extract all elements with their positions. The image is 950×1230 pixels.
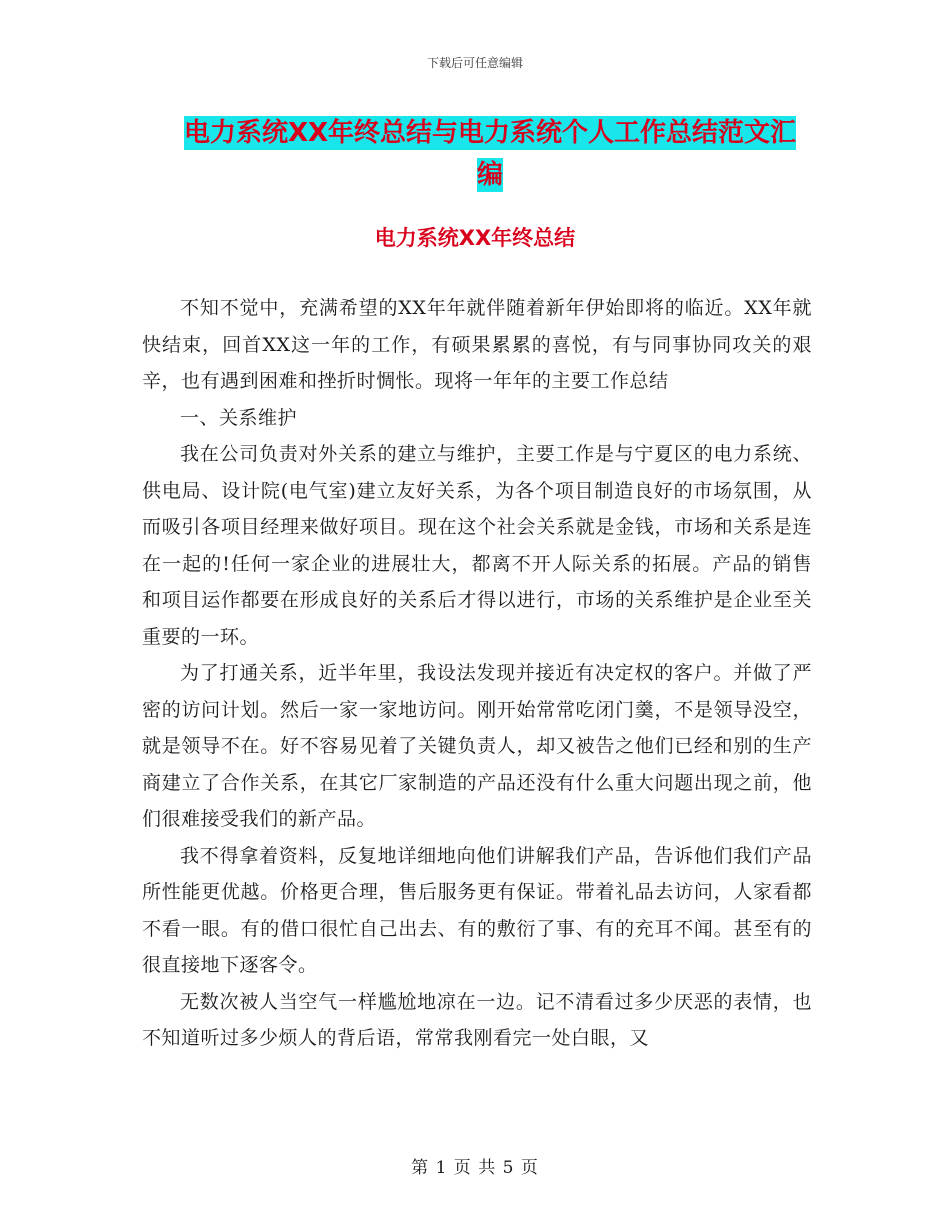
- paragraph-heading-relations: 一、关系维护: [180, 406, 298, 429]
- paragraph-rejections: 无数次被人当空气一样尴尬地凉在一边。记不清看过多少厌恶的表情，也不知道听过多少烦人的背后语，常常我刚看完一处白眼，又: [142, 990, 812, 1049]
- paragraph-intro: 不知不觉中，充满希望的XX年年就伴随着新年伊始即将的临近。XX年就快结束，回首XX这一年的工作，有硕果累累的喜悦，有与同事协同攻关的艰辛，也有遇到困难和挫折时惆怅。现将一年年的主要工作总结: [142, 297, 812, 392]
- document-title-line-1: 电力系统XX年终总结与电力系统个人工作总结范文汇: [183, 118, 797, 148]
- document-title-line-2: 编: [476, 160, 503, 190]
- header-note: 下载后可任意编辑: [426, 56, 523, 70]
- paragraph-relations: 我在公司负责对外关系的建立与维护，主要工作是与宁夏区的电力系统、供电局、设计院(电气室)建立友好关系，为各个项目制造良好的市场氛围，从而吸引各项目经理来做好项目。现在这个社会关系就是金钱，市场和关系是连在一起的!任何一家企业的进展壮大，都离不开人际关系的拓展。产品的销售和项目运作都要在形成良好的关系后才得以进行，市场的关系维护是企业至关重要的一环。: [142, 443, 812, 648]
- paragraph-explaining: 我不得拿着资料，反复地详细地向他们讲解我们产品，告诉他们我们产品所性能更优越。价格更合理，售后服务更有保证。带着礼品去访问，人家看都不看一眼。有的借口很忙自己出去、有的敷衍了事、有的充耳不闻。甚至有的很直接地下逐客令。: [142, 844, 812, 976]
- paragraph-visits: 为了打通关系，近半年里，我设法发现并接近有决定权的客户。并做了严密的访问计划。然后一家一家地访问。刚开始常常吃闭门羹，不是领导没空，就是领导不在。好不容易见着了关键负责人，却又被告之他们已经和别的生产商建立了合作关系，在其它厂家制造的产品还没有什么重大问题出现之前，他们很难接受我们的新产品。: [142, 662, 812, 830]
- section-title: 电力系统XX年终总结: [374, 226, 576, 250]
- document-body: [142, 290, 812, 1057]
- document-title: [140, 112, 840, 196]
- page-number: 第 1 页 共 5 页: [411, 1158, 539, 1178]
